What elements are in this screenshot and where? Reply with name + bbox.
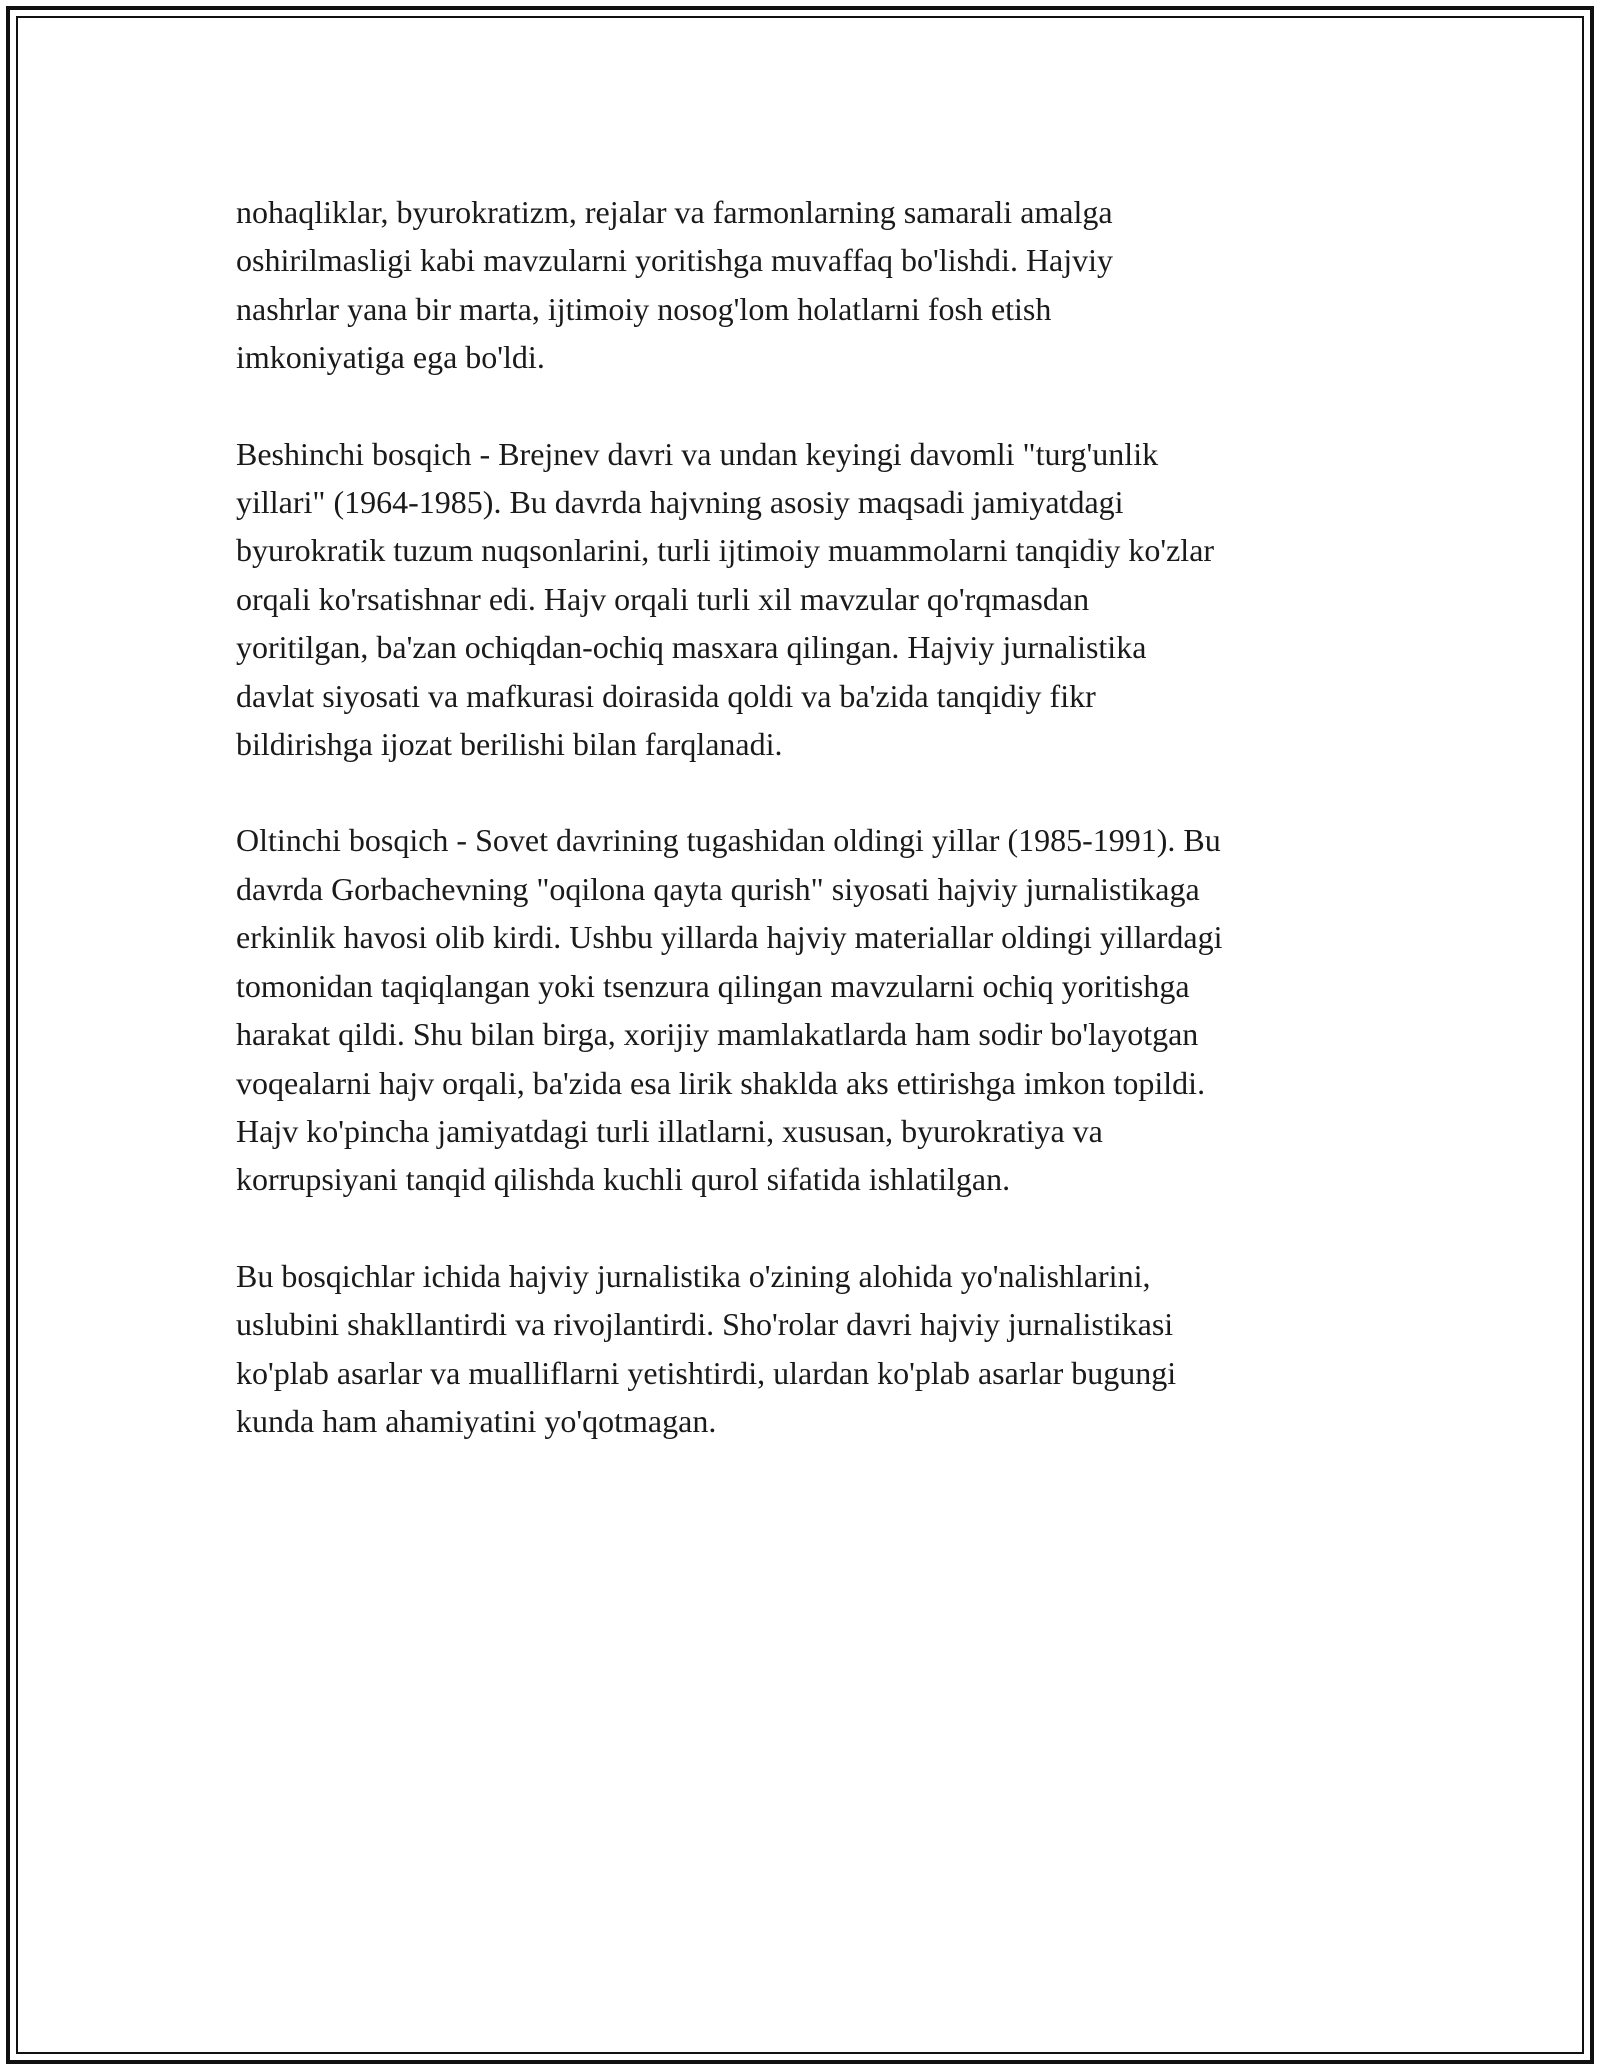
paragraph-fifth-stage: Beshinchi bosqich - Brejnev davri va undan keyingi davomli "turg'unlik yillari" (1964-1985). Bu davrda hajvning asosiy maqsadi jamiyatdagi byurokratik tuzum nuqsonlarini, turli ijtimoiy muammolarni tanqidiy ko'zlar orqali ko'rsatishnar edi. Hajv orqali turli xil mavzular qo'rqmasdan yoritilgan, ba'zan ochiqdan-ochiq masxara qilingan. Hajviy jurnalistika davlat siyosati va mafkurasi doirasida qoldi va ba'zida tanqidiy fikr bildirishga ijozat berilishi bilan farqlanadi. xyxy=(236,435,1215,763)
paragraph-sixth-stage: Oltinchi bosqich - Sovet davrining tugashidan oldingi yillar (1985-1991). Bu davrda Gorbachevning "oqilona qayta qurish" siyosati hajviy jurnalistikaga erkinlik havosi olib kirdi. Ushbu yillarda hajviy materiallar oldingi yillardagi tomonidan taqiqlangan yoki tsenzura qilingan mavzularni ochiq yoritishga harakat qildi. Shu bilan birga, xorijiy mamlakatlarda ham sodir bo'layotgan voqealarni hajv orqali, ba'zida esa lirik shaklda aks ettirishga imkon topildi. Hajv ko'pincha jamiyatdagi turli illatlarni, xususan, byurokratiya va korrupsiyani tanqid qilishda kuchli qurol sifatida ishlatilgan. xyxy=(236,822,1223,1198)
paragraph-conclusion: Bu bosqichlar ichida hajviy jurnalistika o'zining alohida yo'nalishlarini, uslubini shakllantirdi va rivojlantirdi. Sho'rolar davri hajviy jurnalistikasi ko'plab asarlar va mualliflarni yetishtirdi, ulardan ko'plab asarlar bugungi kunda ham ahamiyatini yo'qotmagan. xyxy=(236,1257,1177,1439)
document-body xyxy=(236,188,1376,1493)
paragraph-continuation: nohaqliklar, byurokratizm, rejalar va farmonlarning samarali amalga oshirilmasligi kabi mavzularni yoritishga muvaffaq bo'lishdi. Hajviy nashrlar yana bir marta, ijtimoiy nosog'lom holatlarni fosh etish imkoniyatiga ega bo'ldi. xyxy=(236,194,1114,376)
